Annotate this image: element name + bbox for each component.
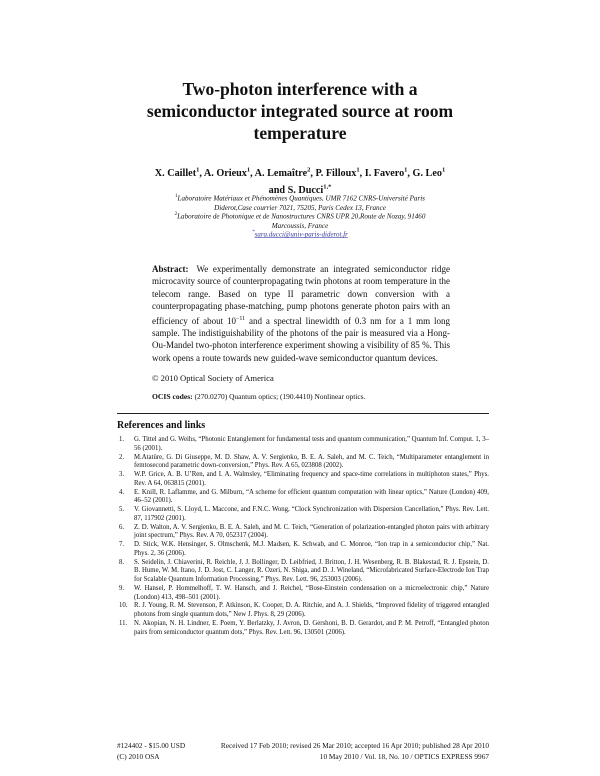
paper-title <box>110 78 490 144</box>
title-line: temperature <box>253 123 347 143</box>
copyright-notice: © 2010 Optical Society of America <box>152 373 274 383</box>
reference-item: 11. N. Akopian, N. H. Lindner, E. Poem, Y. Berlatzky, J. Avron, D. Gershoni, B. D. Gerardot, and P. M. Petroff, “Entangled photon pairs from semiconductor quantum dots,” Phys. Rev. Lett. 96, 130501 (2006). <box>119 619 489 636</box>
osa-copyright: (C) 2010 OSA <box>117 751 160 761</box>
reference-item: 3. W.P. Grice, A. B. U’Ren, and I. A. Walmsley, “Eliminating frequency and space-time correlations in multiphoton states,” Phys. Rev. A 64, 063815 (2001). <box>119 471 489 487</box>
footer-row <box>117 741 489 752</box>
author: A. Orieux$^1$, <box>203 167 255 180</box>
author: P. Filloux$^1$, <box>315 167 365 180</box>
author: A. Lemaître$^2$, <box>254 167 316 180</box>
reference-item: 9. W. Hansel, P. Hommelhoff, T. W. Hansch, and J. Reichel, “Bose-Einstein condensation on a microelectronic chip,” Nature (London) 413, 498–501 (2001). <box>119 584 489 601</box>
ocis-label: OCIS codes: <box>152 392 193 401</box>
reference-item: 1. G. Tittel and G. Weihs, “Photonic Entanglement for fundamental tests and quantum communication,” Quantum Inf. Comput. 1, 3–56 (2001). <box>119 436 489 452</box>
reference-item: 7. D. Stick, W.K. Hensinger, S. Olmschenk, M.J. Madsen, K. Schwab, and C. Monroe, “Ion trap in a semiconductor chip,” Nat. Phys. 2, 36 (2006). <box>119 541 489 557</box>
abstract-label: Abstract: <box>152 264 189 274</box>
reference-item: 10. R. J. Young, R. M. Stevenson, P. Atkinson, K. Cooper, D. A. Ritchie, and A. J. Shields, “Improved fidelity of triggered entangled photons from single quantum dots,” New J. Phys. 8, 29 (2006). <box>119 602 489 618</box>
title-line: Two-photon interference with a <box>182 79 418 99</box>
reference-item: 6. Z. D. Walton, A. V. Sergienko, B. E. A. Saleh, and M. C. Teich, “Generation of polarization-entangled photon pairs with arbitrary joint spectrum,” Phys. Rev. A 70, 052317 (2004). <box>119 523 489 540</box>
author: and S. Ducci$^{1,*}$ <box>268 183 332 196</box>
footer-row <box>117 752 489 763</box>
section-divider <box>117 413 489 414</box>
publication-history: Received 17 Feb 2010; revised 26 Mar 2010; accepted 16 Apr 2010; published 28 Apr 2010 <box>220 741 489 750</box>
ocis-codes: OCIS codes: (270.0270) Quantum optics; (190.4410) Nonlinear optics. <box>152 392 366 401</box>
journal-citation: 10 May 2010 / Vol. 18, No. 10 / OPTICS EXPRESS 9967 <box>319 751 489 761</box>
page-footer <box>117 741 489 762</box>
abstract: Abstract: We experimentally demonstrate an integrated semiconductor ridge microcavity source of counterpropagating twin photons at room temperature in the telecom range. Based on type II parametric down conversion with a counterpropagating phase-matching, pump photons generate photon pairs with an efficiency of about $10^{-11}$ and a spectral linewidth of 0.3 nm for a 1 mm long sample. The indistiguishability of the photons of the pair is measured via a Hong-Ou-Mandel two-photon interference experiment showing a visibility of 85 %. This work opens a route towards new guided-wave semiconductor quantum devices. <box>152 264 450 363</box>
reference-item: 2. M.Atatüre, G. Di Giuseppe, M. D. Shaw, A. V. Sergienko, B. E. A. Saleh, and M. C. Teich, “Multiparameter entanglement in femtosecond parametric down-conversion,” Phys. Rev. A 65, 023808 (2002). <box>119 453 489 470</box>
reference-item: 5. V. Giovannetti, S. Lloyd, L. Maccone, and F.N.C. Wong, “Clock Synchronization with Dispersion Cancellation,” Phys. Rev. Lett. 87, 117902 (2001). <box>119 506 489 522</box>
email-link[interactable]: sara.ducci@univ-paris-diderot.fr <box>254 230 348 239</box>
author: I. Favero$^1$, <box>364 167 413 180</box>
reference-list <box>117 436 489 637</box>
references-heading: References and links <box>117 420 206 431</box>
reference-item: 8. S. Seidelin, J. Chiaverini, R. Reichle, J. J. Bollinger, D. Leibfried, J. Britton, J. H. Wesenberg, R. B. Blakestad, R. J. Epstein, D. B. Hume, W. M. Itano, J. D. Jost, C. Langer, R. Ozeri, N. Shiga, and D. J. Wineland, “Microfabricated Surface-Electrode Ion Trap for Scalable Quantum Information Processing,” Phys. Rev. Lett. 96, 253003 (2006). <box>119 558 489 583</box>
author: X. Caillet$^1$, <box>154 167 204 180</box>
reference-item: 4. E. Knill, R. Laflamme, and G. Milburn, “A scheme for efficient quantum computation with linear optics,” Nature (London) 409, 46–52 (2001). <box>119 488 489 505</box>
corresponding-email: *sara.ducci@univ-paris-diderot.fr <box>252 230 348 239</box>
affiliation-2: $^2$Laboratoire de Photonique et de Nanostructures CNRS UPR 20,Route de Nozay, 91460 Marcoussis, France <box>174 212 426 230</box>
affiliation-1: $^1$Laboratoire Matériaux et Phénomènes Quantiques, UMR 7162 CNRS-Université Paris Diderot,Case courrier 7021, 75205, Paris Cedex 13, France <box>175 194 425 212</box>
article-id-price: #124402 - $15.00 USD <box>117 741 186 750</box>
author: G. Leo$^1$ <box>412 167 446 180</box>
title-line: semiconductor integrated source at room <box>146 101 454 121</box>
